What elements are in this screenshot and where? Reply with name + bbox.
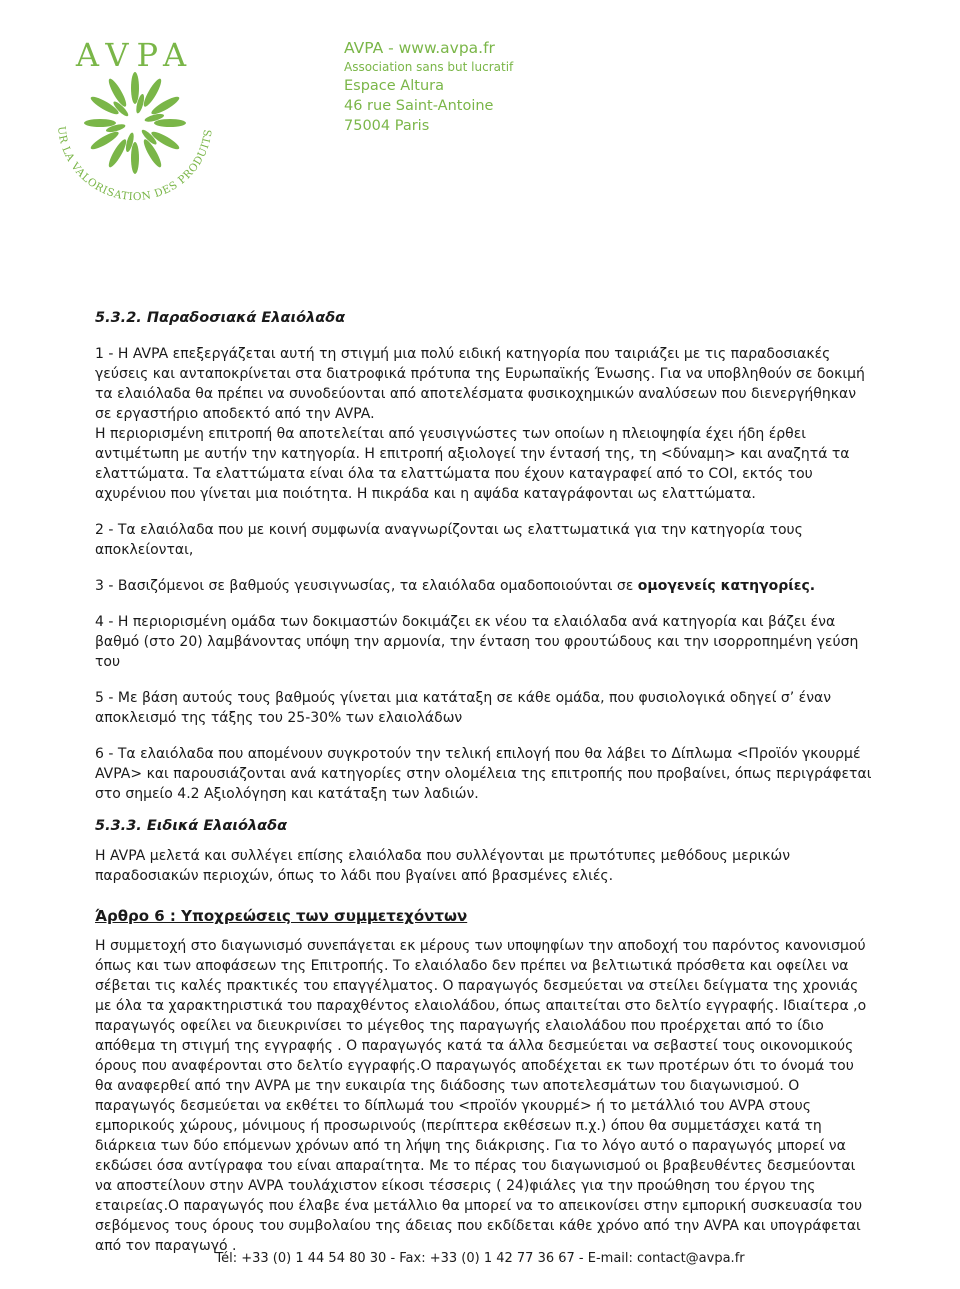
leaf-wreath-icon: [84, 72, 186, 174]
paragraph-1b: Η περιορισμένη επιτροπή θα αποτελείται από γευσιγνώστες των οποίων η πλειοψηφία έχει ήδη έρθει αντιμέτωπη με αυτήν την κατηγορία. Η επιτροπή αξιολογεί την έντασή της, τη <δύναμη> και αναζητά τα ελαττώματα. Τα ελαττώματα είναι όλα τα ελαττώματα που έχουν καταγραφεί από το COI, εκτός του αχυρένιου που γίνεται μια ποιότητα. Η πικράδα και η αψάδα καταγράφονται ως ελαττώματα.: [95, 426, 850, 502]
address-place: Espace Altura: [344, 78, 444, 94]
paragraph-5: 5 - Με βάση αυτούς τους βαθμούς γίνεται μια κατάταξη σε κάθε ομάδα, που φυσιολογικά οδηγεί σ’ έναν αποκλεισμό της τάξης του 25-30% των ελαιολάδων: [95, 690, 832, 726]
paragraph-6: 6 - Τα ελαιόλαδα που απομένουν συγκροτούν την τελική επιλογή που θα λάβει το Δίπλωμα <Προϊόν γκουρμέ AVPA> και παρουσιάζονται ανά κατηγορίες στην ολομέλεια της επιτροπής που προβαίνει, όπως περιγράφεται στο σημείο 4.2 Αξιολόγηση και κατάταξη των λαδιών.: [95, 746, 872, 802]
site-title: AVPA - www.avpa.fr: [344, 39, 495, 57]
avpa-logo: [30, 18, 240, 228]
logo-wordmark: AVPA: [75, 36, 195, 74]
paragraph-3-text: 3 - Βασιζόμενοι σε βαθμούς γευσιγνωσίας, τα ελαιόλαδα ομαδοποιούνται σε: [95, 578, 638, 594]
paragraph-1: 1 - Η AVPA επεξεργάζεται αυτή τη στιγμή μια πολύ ειδική κατηγορία που ταιριάζει με τις παραδοσιακές γεύσεις και ανταποκρίνεται στα διατροφικά πρότυπα της Ευρωπαϊκής Ένωσης. Για να υποβληθούν σε δοκιμή τα ελαιόλαδα θα πρέπει να συνοδεύονται από αποτελέσματα φυσικοχημικών αναλύσεων που διενεργήθηκαν σε εργαστήριο αποδεκτό από την AVPA.: [95, 346, 865, 422]
section-heading-5-3-2: 5.3.2. Παραδοσιακά Ελαιόλαδα: [95, 310, 346, 326]
paragraph-3: [95, 576, 875, 596]
association-label: Association sans but lucratif: [344, 60, 514, 74]
article-6-body: Η συμμετοχή στο διαγωνισμό συνεπάγεται εκ μέρους των υποψηφίων την αποδοχή του παρόντος κανονισμού όπως και των αποφάσεων της Επιτροπής. Το ελαιόλαδο δεν πρέπει να βελτιωτικά πρόσθετα και οφείλει να σέβεται τις καλές πρακτικές του επαγγέλματος. Ο παραγωγός δεσμεύεται να στείλει δείγματα της χρονιάς με όλα τα χαρακτηριστικά του παραχθέντος ελαιολάδου, όπως απαιτείται στο δελτίο εγγραφής. Ιδιαίτερα ,ο παραγωγός οφείλει να διευκρινίσει το μέγεθος της παραγωγής ελαιολάδου που προέρχεται από το ίδιο απόθεμα τη στιγμή της εγγραφής . Ο παραγωγός κατά τα άλλα δεσμεύεται να σεβαστεί τους οικονομικούς όρους που αναφέρονται στο δελτίο εγγραφής.Ο παραγωγός αποδέχεται εκ των προτέρων ότι το όνομά του θα αναφερθεί από την AVPA με την ευκαιρία της διάδοσης των αποτελεσμάτων του διαγωνισμού. Ο παραγωγός δεσμεύεται να εκθέτει το δίπλωμά του <προϊόν γκουρμέ> ή το μετάλλιό του AVPA στους εμπορικούς χώρους, μόνιμους ή προσωρινούς (περίπτερα εκθέσεων π.χ.) όπου θα συμμετάσχει κατά τη διάρκεια των δύο επόμενων χρόνων από τη λήψη της διάκρισης. Για το λόγο αυτό ο παραγωγός μπορεί να εκδώσει όσα αντίγραφα του είναι απαραίτητα. Με το πέρας του διαγωνισμού οι βραβευθέντες δεσμεύονται να αποστείλουν στην AVPA τουλάχιστον είκοσι τέσσερις ( 24)φιάλες για την προώθηση του έργου της εταιρείας.Ο παραγωγός που έλαβε ένα μετάλλιο θα μπορεί να το απεικονίσει στην εμπορική συσκευασία του σεβόμενος τους όρους του συμβολαίου της άδειας που εκδίδεται κάθε χρόνο από την AVPA και υπογράφεται από τον παραγωγό .: [95, 938, 867, 1254]
paragraph-2: 2 - Τα ελαιόλαδα που με κοινή συμφωνία αναγνωρίζονται ως ελαττωματικά για την κατηγορία τους αποκλείονται,: [95, 522, 803, 558]
section-heading-5-3-3: 5.3.3. Ειδικά Ελαιόλαδα: [95, 818, 288, 834]
paragraph-special-oils: Η AVPA μελετά και συλλέγει επίσης ελαιόλαδα που συλλέγονται με πρωτότυπες μεθόδους μερικών παραδοσιακών περιοχών, όπως το λάδι που βγαίνει από βρασμένες ελιές.: [95, 848, 791, 884]
footer-contact: Tél: +33 (0) 1 44 54 80 30 - Fax: +33 (0) 1 42 77 36 67 - E-mail: contact@avpa.fr: [215, 1251, 745, 1266]
header-address: [344, 38, 513, 136]
article-6-heading: Άρθρο 6 : Υποχρεώσεις των συμμετεχόντων: [95, 907, 468, 925]
logo-circle-text: UR LA VALORISATION DES PRODUITS: [54, 125, 215, 204]
address-street: 46 rue Saint-Antoine: [344, 98, 494, 114]
paragraph-4: 4 - Η περιορισμένη ομάδα των δοκιμαστών δοκιμάζει εκ νέου τα ελαιόλαδα ανά κατηγορία και βάζει ένα βαθμό (στο 20) λαμβάνοντας υπόψη την αρμονία, την ένταση του φρουτώδους και την ισορροπημένη γεύση του: [95, 614, 859, 670]
address-city: 75004 Paris: [344, 118, 430, 134]
paragraph-3-bold: ομογενείς κατηγορίες.: [637, 578, 816, 594]
document-body: [95, 308, 875, 1256]
avpa-logo-graphic: [30, 18, 240, 228]
